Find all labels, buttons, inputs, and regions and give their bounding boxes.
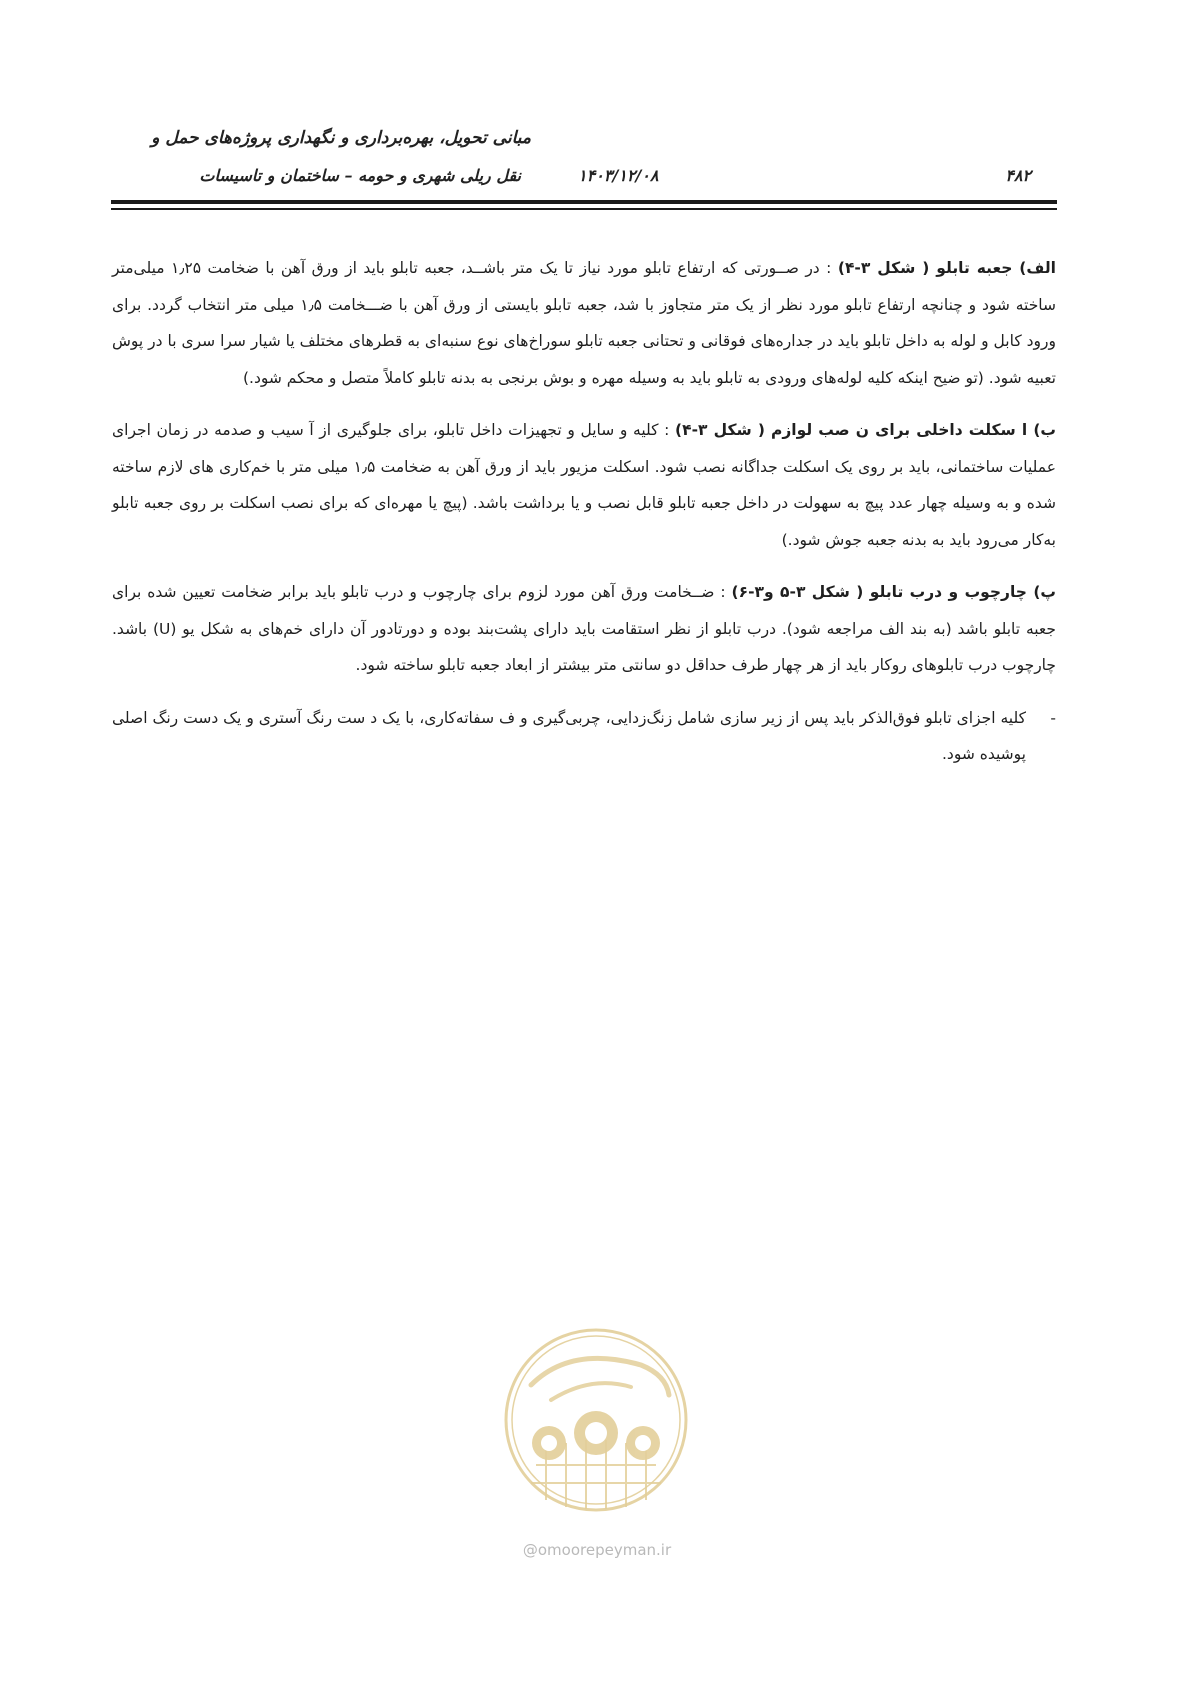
bullet-dash: - (1050, 708, 1056, 727)
bullet-item (112, 700, 1056, 773)
body-text (112, 250, 1056, 773)
paragraph-frame-and-door (112, 574, 1056, 684)
paragraph-text: : در صــورتی که ارتفاع تابلو مورد نیاز تا یک متر باشــد، جعبه تابلو باید از ورق آهن با ضخامت ۱٫۲۵ میلی‌متر ساخته شود و چنانچه ارتفاع تابلو مورد نظر از یک متر متجاوز با شد، جعبه تابلو بایستی از ورق آهن با ضـــخامت ۱٫۵ میلی متر انتخاب گردد. برای ورود کابل و لوله به داخل تابلو باید در جداره‌های فوقانی و تحتانی جعبه تابلو سوراخ‌های نوع سنبه‌ای به قطرهای مختلف یا شیار سرا سری با در پوش تعبیه شود. (تو ضیح اینکه کلیه لوله‌های ورودی به تابلو باید به وسیله مهره و بوش برنجی به بدنه تابلو کاملاً متصل و محکم شود.) (112, 259, 1056, 387)
paragraph-heading: الف) جعبه تابلو ( شکل ۳-۴) (837, 259, 1056, 277)
header-subtitle: نقل ریلی شهری و حومه – ساختمان و تاسیسات (199, 166, 521, 185)
header-date: ۱۴۰۳/۱۲/۰۸ (578, 166, 659, 185)
paragraph-text: : کلیه و سایل و تجهیزات داخل تابلو، برای جلوگیری از آ سیب و صدمه در زمان اجرای عملیات ساختمانی، باید بر روی یک اسکلت جداگانه نصب شود. اسکلت مزیور باید از ورق آهن به ضخامت ۱٫۵ میلی متر با خم‌کاری های لازم ساخته شده و به وسیله چهار عدد پیچ به سهولت در داخل جعبه تابلو قابل نصب و یا برداشت باشد. (پیچ یا مهره‌ای که برای نصب اسکلت بر روی جعبه تابلو به‌کار می‌رود باید به بدنه جعبه جوش شود.) (112, 421, 1056, 549)
page-number: ۴۸۲ (1005, 166, 1031, 185)
paragraph-heading: ب) ا سکلت داخلی برای ن صب لوازم ( شکل ۳-۴) (675, 421, 1056, 439)
omoorepeyman-logo-watermark (491, 1325, 701, 1515)
header-rule-thick (111, 200, 1057, 204)
header-rule-thin (111, 208, 1057, 210)
paragraph-text: : ضــخامت ورق آهن مورد لزوم برای چارچوب و درب تابلو باید برابر ضخامت تعیین شده برای جعبه تابلو باشد (به بند الف مراجعه شود). درب تابلو از نظر استقامت باید دارای پشت‌بند بوده و دورتادور آن دارای خم‌های به شکل یو (U) باشد. چارچوب درب تابلوهای روکار باید از هر چهار طرف حداقل دو سانتی متر بیشتر از ابعاد جعبه تابلو ساخته شود. (112, 583, 1056, 674)
bullet-text: کلیه اجزای تابلو فوق‌الذکر باید پس از زیر سازی شامل زنگ‌زدایی، چربی‌گیری و ف سفاته‌کاری، با یک د ست رنگ آستری و یک دست رنگ اصلی پوشیده شود. (112, 708, 1026, 763)
header-title: مبانی تحویل، بهره‌برداری و نگهداری پروژه‌های حمل و (151, 128, 531, 148)
watermark-caption: @omoorepeyman.ir (522, 1541, 672, 1559)
paragraph-panel-box (112, 250, 1056, 396)
paragraph-internal-frame (112, 412, 1056, 558)
paragraph-heading: پ) چارچوب و درب تابلو ( شکل ۳-۵ و۳-۶) (731, 583, 1057, 601)
